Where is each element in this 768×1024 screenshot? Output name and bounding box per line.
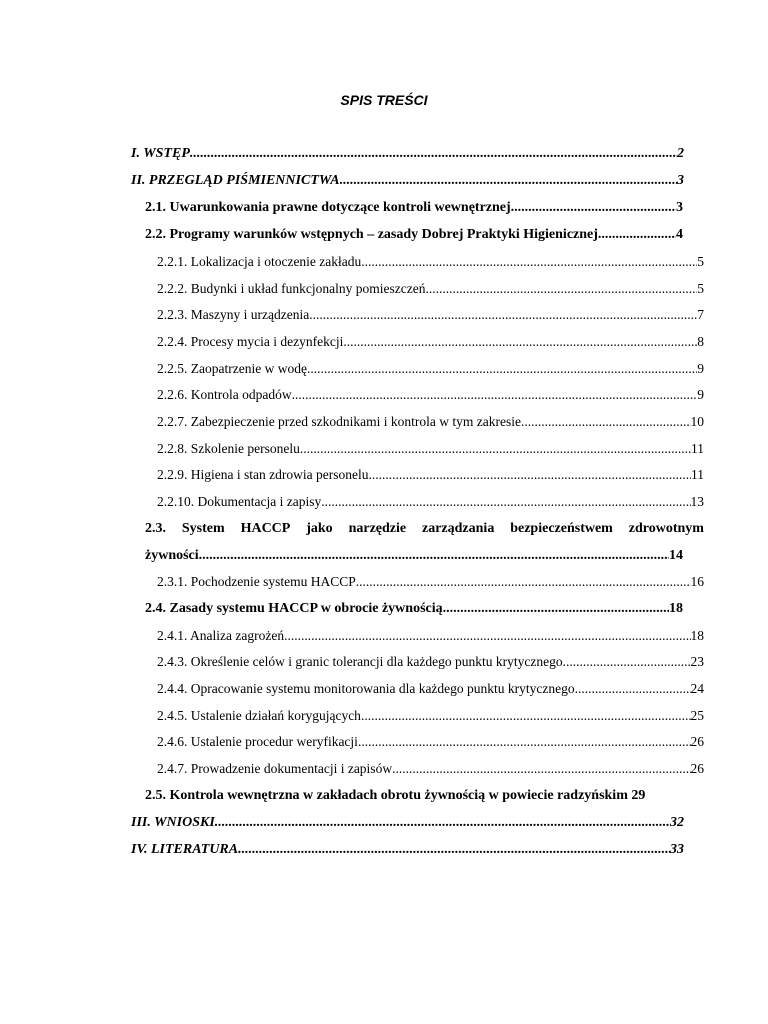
toc-entry-page: 11 bbox=[691, 441, 704, 456]
toc-entry-page: 2 bbox=[677, 146, 684, 161]
toc-dot-leader bbox=[443, 599, 669, 619]
toc-dot-leader bbox=[575, 679, 691, 699]
toc-dot-leader bbox=[321, 492, 690, 512]
toc-entry-page: 23 bbox=[690, 654, 704, 669]
toc-entry-2-4-5[interactable] bbox=[157, 706, 704, 726]
toc-dot-leader bbox=[340, 171, 677, 191]
toc-entry-label: 2.4.7. Prowadzenie dokumentacji i zapisów bbox=[157, 761, 393, 776]
toc-entry-page: 26 bbox=[690, 761, 704, 776]
toc-entry-2-4-1[interactable] bbox=[157, 626, 704, 646]
toc-entry-2-2-1[interactable] bbox=[157, 252, 704, 272]
toc-dot-leader bbox=[392, 759, 690, 779]
toc-entry-page: 24 bbox=[690, 681, 704, 696]
toc-word: HACCP bbox=[240, 521, 291, 536]
toc-dot-leader bbox=[563, 652, 691, 672]
toc-word: System bbox=[181, 521, 225, 536]
toc-entry-label: 2.4.6. Ustalenie procedur weryfikacji bbox=[157, 734, 358, 749]
toc-entry-wstep[interactable] bbox=[131, 144, 684, 164]
toc-entry-page: 9 bbox=[697, 361, 704, 376]
toc-dot-leader bbox=[361, 252, 697, 272]
toc-entry-page: 5 bbox=[697, 254, 704, 269]
toc-entry-label: 2.1. Uwarunkowania prawne dotyczące kontroli wewnętrznej bbox=[145, 200, 511, 215]
toc-entry-label: 2.2.7. Zabezpieczenie przed szkodnikami i kontrola w tym zakresie bbox=[157, 414, 521, 429]
toc-dot-leader bbox=[358, 732, 691, 752]
toc-entry-2-4-7[interactable] bbox=[157, 759, 704, 779]
toc-entry-label: 2.2.3. Maszyny i urządzenia bbox=[157, 307, 310, 322]
toc-dot-leader bbox=[292, 385, 698, 405]
toc-entry-2-2-6[interactable] bbox=[157, 385, 704, 405]
toc-dot-leader bbox=[284, 626, 690, 646]
toc-entry-page: 4 bbox=[676, 227, 683, 242]
toc-entry-2-2-5[interactable] bbox=[157, 359, 704, 379]
toc-entry-label: 2.2.5. Zaopatrzenie w wodę bbox=[157, 361, 307, 376]
toc-dot-leader bbox=[343, 332, 697, 352]
toc-entry-page: 11 bbox=[691, 467, 704, 482]
toc-entry-2-2-8[interactable] bbox=[157, 439, 704, 459]
toc-entry-page: 8 bbox=[697, 334, 704, 349]
toc-dot-leader bbox=[425, 279, 697, 299]
toc-entry-page: 18 bbox=[690, 628, 704, 643]
toc-entry-label: III. WNIOSKI bbox=[131, 815, 215, 830]
toc-entry-page: 32 bbox=[670, 815, 684, 830]
toc-entry-label: II. PRZEGLĄD PIŚMIENNICTWA bbox=[131, 173, 340, 188]
toc-entry-2-1[interactable] bbox=[145, 198, 683, 218]
toc-entry-przeglad[interactable] bbox=[131, 171, 684, 191]
toc-entry-2-2-4[interactable] bbox=[157, 332, 704, 352]
toc-word: narzędzie bbox=[348, 521, 407, 536]
toc-dot-leader bbox=[300, 439, 691, 459]
toc-entry-2-4-3[interactable] bbox=[157, 652, 704, 672]
toc-entry-2-3-line1[interactable] bbox=[145, 519, 704, 539]
toc-entry-label: 2.4. Zasady systemu HACCP w obrocie żywnością bbox=[145, 601, 443, 616]
toc-entry-2-4-6[interactable] bbox=[157, 732, 704, 752]
toc-entry-label: 2.2.2. Budynki i układ funkcjonalny pomieszczeń bbox=[157, 281, 426, 296]
toc-entry-label: 2.2.6. Kontrola odpadów bbox=[157, 387, 292, 402]
toc-entry-page: 25 bbox=[690, 708, 704, 723]
toc-entry-2-2[interactable] bbox=[145, 225, 683, 245]
toc-dot-leader bbox=[521, 412, 691, 432]
page-title: SPIS TREŚCI bbox=[340, 92, 428, 108]
toc-entry-page: 26 bbox=[690, 734, 704, 749]
toc-entry-label: 2.2.4. Procesy mycia i dezynfekcji bbox=[157, 334, 344, 349]
toc-entry-label: IV. LITERATURA bbox=[131, 842, 239, 857]
toc-entry-page: 13 bbox=[690, 494, 704, 509]
toc-dot-leader bbox=[368, 465, 691, 485]
toc-entry-label: 2.5. Kontrola wewnętrzna w zakładach obrotu żywnością w powiecie radzyńskim 29 bbox=[145, 788, 646, 803]
toc-word: jako bbox=[306, 521, 333, 536]
toc-entry-page: 9 bbox=[697, 387, 704, 402]
toc-entry-label: I. WSTĘP bbox=[131, 146, 190, 161]
toc-dot-leader bbox=[307, 359, 697, 379]
toc-dot-leader bbox=[190, 144, 677, 164]
toc-entry-2-2-3[interactable] bbox=[157, 305, 704, 325]
toc-word: zdrowotnym bbox=[628, 521, 704, 536]
toc-entry-2-3-1[interactable] bbox=[157, 572, 704, 592]
toc-entry-label: 2.4.5. Ustalenie działań korygujących bbox=[157, 708, 361, 723]
toc-entry-label: 2.4.3. Określenie celów i granic tolerancji dla każdego punktu krytycznego bbox=[157, 654, 563, 669]
toc-entry-label: 2.2.1. Lokalizacja i otoczenie zakładu bbox=[157, 254, 362, 269]
toc-dot-leader bbox=[309, 305, 697, 325]
toc-entry-2-2-2[interactable] bbox=[157, 279, 704, 299]
toc-dot-leader bbox=[238, 840, 670, 860]
toc-entry-label: 2.4.1. Analiza zagrożeń bbox=[157, 628, 285, 643]
toc-entry-label: 2.2.10. Dokumentacja i zapisy bbox=[157, 494, 322, 509]
toc-entry-label: żywności bbox=[145, 548, 199, 563]
toc-word: bezpieczeństwem bbox=[510, 521, 613, 536]
toc-entry-page: 7 bbox=[697, 307, 704, 322]
toc-entry-page: 18 bbox=[669, 601, 683, 616]
toc-entry-2-4-4[interactable] bbox=[157, 679, 704, 699]
toc-dot-leader bbox=[215, 813, 670, 833]
toc-entry-2-4[interactable] bbox=[145, 599, 683, 619]
toc-dot-leader bbox=[356, 572, 691, 592]
toc-dot-leader bbox=[361, 706, 691, 726]
toc-entry-page: 5 bbox=[697, 281, 704, 296]
toc-entry-page: 16 bbox=[690, 574, 704, 589]
toc-entry-page: 10 bbox=[690, 414, 704, 429]
toc-entry-page: 33 bbox=[670, 842, 684, 857]
toc-entry-page: 14 bbox=[669, 548, 683, 563]
toc-entry-literatura[interactable] bbox=[131, 840, 684, 860]
toc-entry-label: 2.2.8. Szkolenie personelu bbox=[157, 441, 300, 456]
toc-entry-2-3-line2[interactable] bbox=[145, 546, 683, 566]
toc-entry-2-2-9[interactable] bbox=[157, 465, 704, 485]
toc-word: 2.3. bbox=[145, 521, 166, 536]
toc-entry-label: 2.2. Programy warunków wstępnych – zasady Dobrej Praktyki Higienicznej bbox=[145, 227, 598, 242]
toc-dot-leader bbox=[598, 225, 676, 245]
toc-dot-leader bbox=[511, 198, 676, 218]
toc-entry-label: 2.4.4. Opracowanie systemu monitorowania dla każdego punktu krytycznego bbox=[157, 681, 575, 696]
toc-entry-2-2-10[interactable] bbox=[157, 492, 704, 512]
toc-entry-label: 2.3.1. Pochodzenie systemu HACCP bbox=[157, 574, 356, 589]
toc-entry-page: 3 bbox=[676, 200, 683, 215]
toc-entry-2-5[interactable] bbox=[145, 786, 645, 806]
toc-dot-leader bbox=[199, 546, 669, 566]
toc-entry-wnioski[interactable] bbox=[131, 813, 684, 833]
toc-entry-2-2-7[interactable] bbox=[157, 412, 704, 432]
toc-entry-label: 2.2.9. Higiena i stan zdrowia personelu bbox=[157, 467, 369, 482]
toc-entry-page: 3 bbox=[677, 173, 684, 188]
toc-word: zarządzania bbox=[422, 521, 495, 536]
